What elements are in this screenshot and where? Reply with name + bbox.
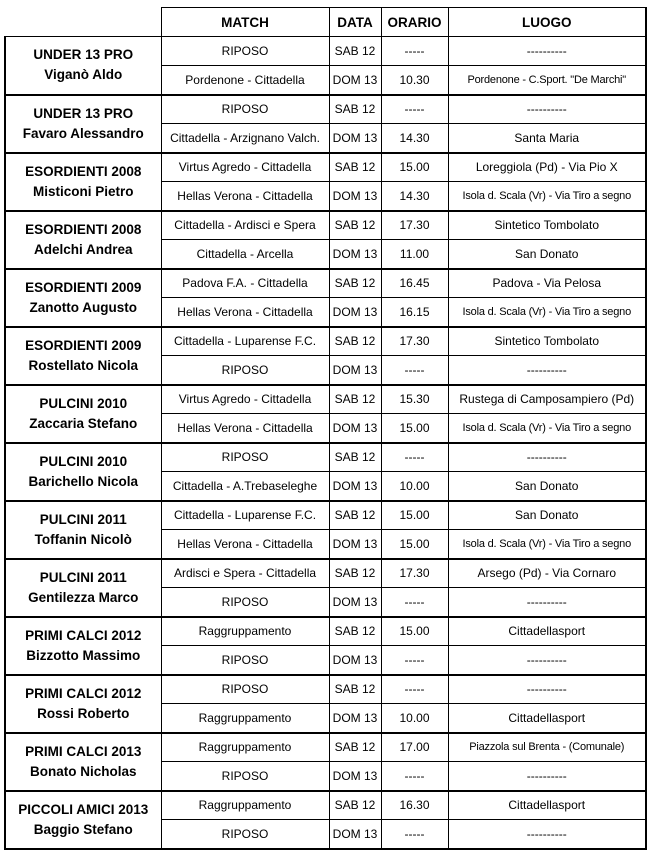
match-cell: Raggruppamento bbox=[161, 617, 329, 646]
match-cell: RIPOSO bbox=[161, 588, 329, 617]
team-cell bbox=[5, 385, 161, 443]
header-data: DATA bbox=[329, 8, 381, 37]
table-row bbox=[5, 443, 646, 472]
data-cell: SAB 12 bbox=[329, 791, 381, 820]
table-row bbox=[5, 791, 646, 820]
match-cell: Cittadella - A.Trebaseleghe bbox=[161, 472, 329, 501]
team-cell bbox=[5, 37, 161, 95]
team-cell bbox=[5, 617, 161, 675]
luogo-cell: Isola d. Scala (Vr) - Via Tiro a segno bbox=[448, 182, 646, 211]
orario-cell: 17.30 bbox=[381, 327, 448, 356]
orario-cell: 17.30 bbox=[381, 559, 448, 588]
team-coach: Misticoni Pietro bbox=[32, 183, 134, 199]
data-cell: SAB 12 bbox=[329, 211, 381, 240]
match-cell: Hellas Verona - Cittadella bbox=[161, 414, 329, 443]
data-cell: SAB 12 bbox=[329, 559, 381, 588]
team-coach: Rostellato Nicola bbox=[28, 357, 139, 373]
luogo-cell: San Donato bbox=[448, 472, 646, 501]
header-row bbox=[5, 8, 646, 37]
schedule-body bbox=[5, 37, 646, 849]
team-cell bbox=[5, 211, 161, 269]
orario-cell: 10.00 bbox=[381, 704, 448, 733]
table-row bbox=[5, 153, 646, 182]
luogo-cell: Isola d. Scala (Vr) - Via Tiro a segno bbox=[448, 298, 646, 327]
team-coach: Barichello Nicola bbox=[28, 473, 139, 489]
data-cell: SAB 12 bbox=[329, 269, 381, 298]
team-category: PRIMI CALCI 2012 bbox=[25, 627, 142, 643]
luogo-cell: ---------- bbox=[448, 675, 646, 704]
data-cell: DOM 13 bbox=[329, 646, 381, 675]
orario-cell: ----- bbox=[381, 37, 448, 66]
orario-cell: 16.15 bbox=[381, 298, 448, 327]
match-cell: RIPOSO bbox=[161, 820, 329, 849]
orario-cell: 15.00 bbox=[381, 530, 448, 559]
schedule-table bbox=[4, 7, 647, 850]
table-row bbox=[5, 501, 646, 530]
data-cell: DOM 13 bbox=[329, 124, 381, 153]
orario-cell: ----- bbox=[381, 820, 448, 849]
luogo-cell: Arsego (Pd) - Via Cornaro bbox=[448, 559, 646, 588]
orario-cell: ----- bbox=[381, 762, 448, 791]
table-row bbox=[5, 95, 646, 124]
orario-cell: ----- bbox=[381, 588, 448, 617]
orario-cell: 15.00 bbox=[381, 153, 448, 182]
team-coach: Zaccaria Stefano bbox=[29, 415, 138, 431]
team-category: ESORDIENTI 2009 bbox=[25, 337, 142, 353]
orario-cell: 17.30 bbox=[381, 211, 448, 240]
luogo-cell: Cittadellasport bbox=[448, 791, 646, 820]
orario-cell: 10.30 bbox=[381, 66, 448, 95]
orario-cell: 15.00 bbox=[381, 414, 448, 443]
luogo-cell: ---------- bbox=[448, 443, 646, 472]
data-cell: SAB 12 bbox=[329, 617, 381, 646]
match-cell: Cittadella - Luparense F.C. bbox=[161, 327, 329, 356]
data-cell: DOM 13 bbox=[329, 414, 381, 443]
orario-cell: 15.00 bbox=[381, 501, 448, 530]
luogo-cell: ---------- bbox=[448, 762, 646, 791]
data-cell: DOM 13 bbox=[329, 472, 381, 501]
orario-cell: 15.30 bbox=[381, 385, 448, 414]
match-cell: Hellas Verona - Cittadella bbox=[161, 182, 329, 211]
table-row bbox=[5, 269, 646, 298]
team-category: PULCINI 2010 bbox=[39, 453, 128, 469]
orario-cell: 14.30 bbox=[381, 182, 448, 211]
table-row bbox=[5, 37, 646, 66]
luogo-cell: Piazzola sul Brenta - (Comunale) bbox=[448, 733, 646, 762]
data-cell: DOM 13 bbox=[329, 298, 381, 327]
match-cell: Cittadella - Arzignano Valch. bbox=[161, 124, 329, 153]
orario-cell: 17.00 bbox=[381, 733, 448, 762]
team-coach: Favaro Alessandro bbox=[22, 125, 144, 141]
luogo-cell: Padova - Via Pelosa bbox=[448, 269, 646, 298]
team-coach: Zanotto Augusto bbox=[29, 299, 137, 315]
team-category: PRIMI CALCI 2013 bbox=[25, 743, 142, 759]
luogo-cell: San Donato bbox=[448, 240, 646, 269]
match-cell: RIPOSO bbox=[161, 443, 329, 472]
data-cell: SAB 12 bbox=[329, 443, 381, 472]
data-cell: DOM 13 bbox=[329, 182, 381, 211]
team-coach: Rossi Roberto bbox=[37, 705, 130, 721]
team-cell bbox=[5, 269, 161, 327]
table-row bbox=[5, 733, 646, 762]
team-coach: Adelchi Andrea bbox=[33, 241, 133, 257]
match-cell: Padova F.A. - Cittadella bbox=[161, 269, 329, 298]
team-category: PULCINI 2010 bbox=[39, 395, 128, 411]
orario-cell: 14.30 bbox=[381, 124, 448, 153]
match-cell: Raggruppamento bbox=[161, 704, 329, 733]
data-cell: DOM 13 bbox=[329, 66, 381, 95]
luogo-cell: Cittadellasport bbox=[448, 617, 646, 646]
match-cell: Virtus Agredo - Cittadella bbox=[161, 153, 329, 182]
match-cell: RIPOSO bbox=[161, 95, 329, 124]
team-cell bbox=[5, 733, 161, 791]
orario-cell: ----- bbox=[381, 356, 448, 385]
luogo-cell: Loreggiola (Pd) - Via Pio X bbox=[448, 153, 646, 182]
team-coach: Bonato Nicholas bbox=[29, 763, 137, 779]
luogo-cell: Isola d. Scala (Vr) - Via Tiro a segno bbox=[448, 414, 646, 443]
table-row bbox=[5, 327, 646, 356]
table-row bbox=[5, 559, 646, 588]
data-cell: SAB 12 bbox=[329, 733, 381, 762]
team-cell bbox=[5, 559, 161, 617]
orario-cell: 11.00 bbox=[381, 240, 448, 269]
data-cell: DOM 13 bbox=[329, 240, 381, 269]
match-cell: Raggruppamento bbox=[161, 733, 329, 762]
orario-cell: 15.00 bbox=[381, 617, 448, 646]
luogo-cell: ---------- bbox=[448, 588, 646, 617]
table-row bbox=[5, 675, 646, 704]
luogo-cell: ---------- bbox=[448, 820, 646, 849]
luogo-cell: Cittadellasport bbox=[448, 704, 646, 733]
data-cell: SAB 12 bbox=[329, 675, 381, 704]
luogo-cell: ---------- bbox=[448, 37, 646, 66]
table-row bbox=[5, 211, 646, 240]
team-coach: Viganò Aldo bbox=[44, 67, 123, 83]
team-coach: Gentilezza Marco bbox=[28, 589, 139, 605]
header-match: MATCH bbox=[161, 8, 329, 37]
data-cell: SAB 12 bbox=[329, 327, 381, 356]
luogo-cell: Sintetico Tombolato bbox=[448, 211, 646, 240]
match-cell: RIPOSO bbox=[161, 762, 329, 791]
data-cell: SAB 12 bbox=[329, 153, 381, 182]
match-cell: RIPOSO bbox=[161, 646, 329, 675]
data-cell: DOM 13 bbox=[329, 762, 381, 791]
team-category: ESORDIENTI 2008 bbox=[25, 221, 142, 237]
data-cell: DOM 13 bbox=[329, 588, 381, 617]
match-cell: RIPOSO bbox=[161, 356, 329, 385]
team-category: ESORDIENTI 2009 bbox=[25, 279, 142, 295]
data-cell: SAB 12 bbox=[329, 501, 381, 530]
orario-cell: 16.30 bbox=[381, 791, 448, 820]
orario-cell: ----- bbox=[381, 646, 448, 675]
team-category: PRIMI CALCI 2012 bbox=[25, 685, 142, 701]
data-cell: DOM 13 bbox=[329, 530, 381, 559]
match-cell: Cittadella - Arcella bbox=[161, 240, 329, 269]
team-category: PULCINI 2011 bbox=[39, 511, 127, 527]
team-cell bbox=[5, 791, 161, 849]
match-cell: RIPOSO bbox=[161, 675, 329, 704]
team-category: UNDER 13 PRO bbox=[33, 47, 134, 63]
data-cell: SAB 12 bbox=[329, 37, 381, 66]
luogo-cell: Isola d. Scala (Vr) - Via Tiro a segno bbox=[448, 530, 646, 559]
match-cell: Ardisci e Spera - Cittadella bbox=[161, 559, 329, 588]
team-category: PULCINI 2011 bbox=[39, 569, 127, 585]
match-cell: RIPOSO bbox=[161, 37, 329, 66]
data-cell: SAB 12 bbox=[329, 385, 381, 414]
luogo-cell: ---------- bbox=[448, 95, 646, 124]
data-cell: SAB 12 bbox=[329, 95, 381, 124]
luogo-cell: Sintetico Tombolato bbox=[448, 327, 646, 356]
match-cell: Cittadella - Ardisci e Spera bbox=[161, 211, 329, 240]
orario-cell: 10.00 bbox=[381, 472, 448, 501]
team-coach: Baggio Stefano bbox=[33, 821, 133, 837]
match-cell: Hellas Verona - Cittadella bbox=[161, 298, 329, 327]
luogo-cell: Rustega di Camposampiero (Pd) bbox=[448, 385, 646, 414]
header-luogo: LUOGO bbox=[448, 8, 646, 37]
match-cell: Raggruppamento bbox=[161, 791, 329, 820]
data-cell: DOM 13 bbox=[329, 820, 381, 849]
header-team bbox=[5, 8, 161, 37]
luogo-cell: San Donato bbox=[448, 501, 646, 530]
orario-cell: ----- bbox=[381, 675, 448, 704]
orario-cell: ----- bbox=[381, 95, 448, 124]
match-cell: Hellas Verona - Cittadella bbox=[161, 530, 329, 559]
match-cell: Cittadella - Luparense F.C. bbox=[161, 501, 329, 530]
luogo-cell: ---------- bbox=[448, 356, 646, 385]
table-row bbox=[5, 617, 646, 646]
team-coach: Bizzotto Massimo bbox=[26, 647, 141, 663]
table-row bbox=[5, 385, 646, 414]
team-cell bbox=[5, 95, 161, 153]
team-category: ESORDIENTI 2008 bbox=[25, 163, 142, 179]
luogo-cell: ---------- bbox=[448, 646, 646, 675]
team-coach: Toffanin Nicolò bbox=[34, 531, 132, 547]
team-cell bbox=[5, 327, 161, 385]
team-cell bbox=[5, 153, 161, 211]
data-cell: DOM 13 bbox=[329, 704, 381, 733]
luogo-cell: Santa Maria bbox=[448, 124, 646, 153]
team-cell bbox=[5, 675, 161, 733]
match-cell: Pordenone - Cittadella bbox=[161, 66, 329, 95]
orario-cell: ----- bbox=[381, 443, 448, 472]
match-cell: Virtus Agredo - Cittadella bbox=[161, 385, 329, 414]
team-cell bbox=[5, 501, 161, 559]
team-category: PICCOLI AMICI 2013 bbox=[18, 801, 149, 817]
team-cell bbox=[5, 443, 161, 501]
header-orario: ORARIO bbox=[381, 8, 448, 37]
team-category: UNDER 13 PRO bbox=[33, 105, 134, 121]
orario-cell: 16.45 bbox=[381, 269, 448, 298]
luogo-cell: Pordenone - C.Sport. "De Marchi" bbox=[448, 66, 646, 95]
data-cell: DOM 13 bbox=[329, 356, 381, 385]
